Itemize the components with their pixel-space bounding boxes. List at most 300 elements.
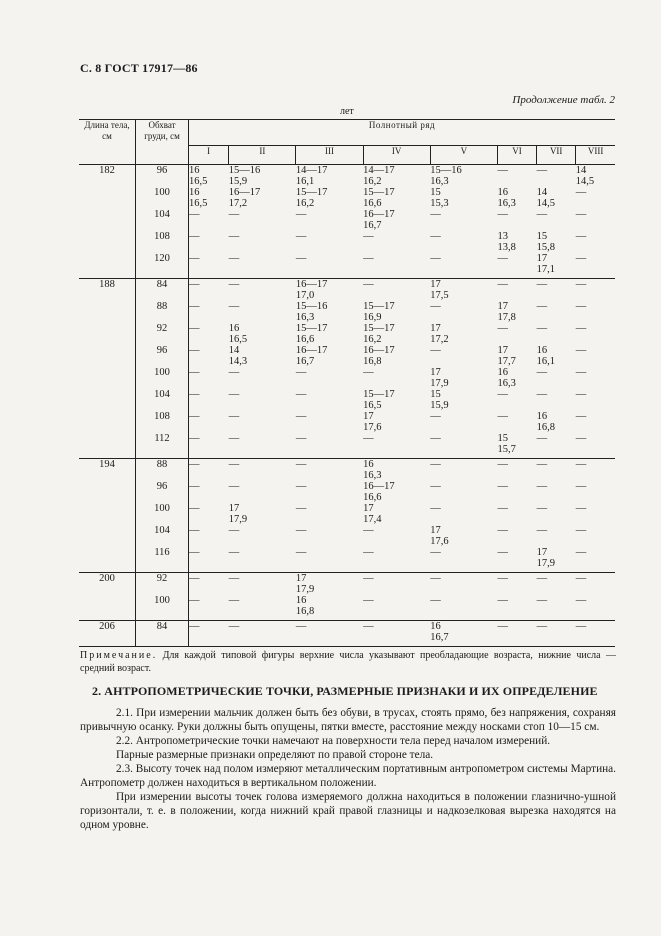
age-cell bbox=[576, 301, 615, 323]
average-age: 17,1 bbox=[536, 264, 555, 275]
average-age: 14,3 bbox=[228, 356, 248, 367]
age-range: 17 bbox=[536, 253, 548, 264]
note-label: Примечание. bbox=[80, 650, 158, 661]
age-cell bbox=[363, 389, 430, 411]
age-cell bbox=[189, 411, 229, 433]
chest-girth-cell: 92 bbox=[136, 323, 189, 345]
age-cell bbox=[296, 503, 363, 525]
chest-girth-cell: 100 bbox=[136, 367, 189, 389]
age-range: — bbox=[295, 389, 307, 400]
age-range: — bbox=[575, 595, 587, 606]
age-cell bbox=[497, 621, 536, 647]
age-cell bbox=[537, 573, 576, 596]
average-age: 17,6 bbox=[363, 422, 382, 433]
age-cell bbox=[363, 301, 430, 323]
age-cell bbox=[363, 621, 430, 647]
average-age: 15,8 bbox=[536, 242, 555, 253]
age-cell bbox=[497, 209, 536, 231]
age-cell bbox=[296, 367, 363, 389]
age-range: — bbox=[295, 503, 307, 514]
age-cell bbox=[229, 345, 296, 367]
age-range: — bbox=[575, 481, 587, 492]
age-range: — bbox=[497, 411, 508, 422]
age-cell bbox=[430, 525, 497, 547]
age-range: 16 bbox=[536, 411, 548, 422]
col-header-roman: VII bbox=[537, 145, 576, 164]
age-range: 15 bbox=[497, 433, 508, 444]
average-age: 16,6 bbox=[295, 334, 315, 345]
age-cell bbox=[497, 367, 536, 389]
age-range: 15—17 bbox=[295, 187, 328, 198]
average-age: 15,9 bbox=[228, 176, 248, 187]
table-row bbox=[79, 547, 615, 573]
age-range: — bbox=[295, 253, 307, 264]
age-cell bbox=[296, 165, 363, 188]
age-range: — bbox=[430, 301, 441, 312]
age-range: 16 bbox=[497, 367, 508, 378]
age-range: — bbox=[189, 573, 200, 584]
section-title: 2. АНТРОПОМЕТРИЧЕСКИЕ ТОЧКИ, РАЗМЕРНЫЕ ПРИЗНАКИ И ИХ ОПРЕДЕЛЕНИЕ bbox=[92, 684, 598, 698]
average-age: 15,3 bbox=[430, 198, 449, 209]
average-age: 17,2 bbox=[430, 334, 449, 345]
average-age: 16,6 bbox=[363, 492, 382, 503]
average-age: 16,2 bbox=[363, 176, 382, 187]
age-cell bbox=[497, 345, 536, 367]
age-cell bbox=[576, 621, 615, 647]
age-cell bbox=[576, 459, 615, 482]
age-cell bbox=[537, 459, 576, 482]
average-age: 17,4 bbox=[363, 514, 382, 525]
age-cell bbox=[497, 253, 536, 279]
age-cell bbox=[296, 187, 363, 209]
paragraph: 2.1. При измерении мальчик должен быть без обуви, в трусах, стоять прямо, без напряжения, сохраняя привычную осанку. Руки должны быть опущены, пятки вместе, расстояние между носками стоп 10—15 см. bbox=[80, 707, 616, 733]
age-range: — bbox=[536, 323, 548, 334]
age-cell bbox=[576, 481, 615, 503]
average-age: 16,7 bbox=[295, 356, 315, 367]
age-range: 14 bbox=[575, 165, 587, 176]
age-range: — bbox=[536, 503, 548, 514]
age-range: — bbox=[575, 525, 587, 536]
average-age: 17,9 bbox=[536, 558, 555, 569]
age-cell bbox=[363, 345, 430, 367]
age-cell bbox=[296, 573, 363, 596]
age-cell bbox=[537, 503, 576, 525]
note-text: Для каждой типовой фигуры верхние числа указывают преобладающие возраста, нижние числа — средний возраст. bbox=[80, 650, 616, 674]
paragraph: 2.2. Антропометрические точки намечают на поверхности тела перед началом измерений. bbox=[116, 735, 551, 747]
age-cell bbox=[430, 433, 497, 459]
age-cell bbox=[363, 595, 430, 621]
age-cell bbox=[576, 367, 615, 389]
average-age: 13,8 bbox=[497, 242, 516, 253]
body-length-cell: 200 bbox=[79, 573, 136, 621]
age-cell bbox=[537, 345, 576, 367]
age-cell bbox=[229, 389, 296, 411]
age-cell bbox=[537, 621, 576, 647]
col-header-group: Полнотный ряд bbox=[189, 120, 616, 146]
age-range: — bbox=[189, 481, 200, 492]
age-cell bbox=[189, 573, 229, 596]
age-cell bbox=[363, 187, 430, 209]
age-range: — bbox=[536, 525, 548, 536]
age-range: — bbox=[295, 547, 307, 558]
age-cell bbox=[497, 411, 536, 433]
age-range: 17 bbox=[295, 573, 307, 584]
average-age: 16,7 bbox=[430, 632, 449, 643]
age-range: 15—16 bbox=[295, 301, 328, 312]
age-cell bbox=[363, 525, 430, 547]
age-cell bbox=[430, 459, 497, 482]
age-range: 17 bbox=[430, 525, 441, 536]
age-range: 16—17 bbox=[295, 345, 328, 356]
age-range: 16—17 bbox=[295, 279, 328, 290]
age-cell bbox=[430, 621, 497, 647]
age-cell bbox=[430, 345, 497, 367]
age-cell bbox=[363, 279, 430, 302]
age-range: — bbox=[536, 279, 548, 290]
age-range: — bbox=[430, 209, 441, 220]
age-cell bbox=[497, 595, 536, 621]
age-range: — bbox=[575, 187, 587, 198]
average-age: 16,8 bbox=[363, 356, 382, 367]
age-range: — bbox=[536, 595, 548, 606]
chest-girth-cell: 104 bbox=[136, 525, 189, 547]
chest-girth-cell: 100 bbox=[136, 503, 189, 525]
age-range: — bbox=[189, 367, 200, 378]
body-length-cell: 188 bbox=[79, 279, 136, 459]
age-cell bbox=[229, 547, 296, 573]
age-range: — bbox=[497, 481, 508, 492]
average-age: 16,3 bbox=[497, 198, 516, 209]
age-range: — bbox=[228, 367, 240, 378]
age-cell bbox=[430, 209, 497, 231]
age-cell bbox=[296, 345, 363, 367]
age-range: — bbox=[189, 279, 200, 290]
average-age: 17,9 bbox=[295, 584, 315, 595]
age-range: — bbox=[228, 573, 240, 584]
age-cell bbox=[363, 459, 430, 482]
average-age: 16,9 bbox=[363, 312, 382, 323]
age-cell bbox=[576, 231, 615, 253]
chest-girth-cell: 104 bbox=[136, 209, 189, 231]
age-cell bbox=[497, 459, 536, 482]
chest-girth-cell: 108 bbox=[136, 231, 189, 253]
age-range: — bbox=[189, 547, 200, 558]
age-cell bbox=[189, 433, 229, 459]
age-cell bbox=[296, 547, 363, 573]
age-range: 16 bbox=[228, 323, 240, 334]
age-cell bbox=[576, 345, 615, 367]
age-range: 14—17 bbox=[363, 165, 395, 176]
age-range: — bbox=[228, 459, 240, 470]
average-age: 16,8 bbox=[536, 422, 555, 433]
col-header-girth: Обхват груди, см bbox=[136, 120, 189, 165]
age-range: — bbox=[575, 547, 587, 558]
age-cell bbox=[576, 433, 615, 459]
age-cell bbox=[296, 525, 363, 547]
age-range: 15 bbox=[536, 231, 548, 242]
age-range: 13 bbox=[497, 231, 508, 242]
age-range: 15 bbox=[430, 187, 441, 198]
age-range: — bbox=[536, 389, 548, 400]
age-range: — bbox=[497, 525, 508, 536]
age-range: — bbox=[228, 209, 240, 220]
age-range: — bbox=[363, 231, 374, 242]
age-range: — bbox=[536, 301, 548, 312]
age-cell bbox=[576, 279, 615, 302]
age-cell bbox=[430, 481, 497, 503]
age-cell bbox=[296, 389, 363, 411]
age-range: — bbox=[363, 253, 374, 264]
average-age: 17,6 bbox=[430, 536, 449, 547]
age-cell bbox=[576, 547, 615, 573]
age-range: — bbox=[228, 525, 240, 536]
age-range: 15—17 bbox=[363, 323, 395, 334]
average-age: 17,8 bbox=[497, 312, 516, 323]
age-range: — bbox=[497, 621, 508, 632]
age-cell bbox=[296, 301, 363, 323]
age-range: — bbox=[295, 209, 307, 220]
age-range: — bbox=[363, 621, 374, 632]
age-range: 17 bbox=[497, 301, 508, 312]
table-row bbox=[79, 253, 615, 279]
age-cell bbox=[229, 433, 296, 459]
age-range: — bbox=[575, 301, 587, 312]
age-range: — bbox=[228, 481, 240, 492]
age-cell bbox=[229, 165, 296, 188]
chest-girth-cell: 100 bbox=[136, 187, 189, 209]
age-cell bbox=[430, 231, 497, 253]
age-range: — bbox=[536, 165, 548, 176]
chest-girth-cell: 100 bbox=[136, 595, 189, 621]
age-cell bbox=[576, 411, 615, 433]
age-range: — bbox=[575, 367, 587, 378]
age-range: — bbox=[189, 389, 200, 400]
age-cell bbox=[537, 209, 576, 231]
age-cell bbox=[497, 323, 536, 345]
page-header: С. 8 ГОСТ 17917—86 bbox=[80, 61, 198, 75]
age-range: — bbox=[575, 389, 587, 400]
age-cell bbox=[229, 301, 296, 323]
age-cell bbox=[189, 345, 229, 367]
age-range: — bbox=[575, 573, 587, 584]
age-cell bbox=[497, 301, 536, 323]
age-cell bbox=[537, 301, 576, 323]
table-row bbox=[79, 165, 615, 188]
age-cell bbox=[537, 323, 576, 345]
age-cell bbox=[296, 209, 363, 231]
age-cell bbox=[430, 279, 497, 302]
chest-girth-cell: 112 bbox=[136, 433, 189, 459]
age-range: — bbox=[189, 209, 200, 220]
age-cell bbox=[189, 367, 229, 389]
age-cell bbox=[576, 187, 615, 209]
age-range: 15—16 bbox=[430, 165, 462, 176]
age-cell bbox=[430, 503, 497, 525]
age-cell bbox=[430, 411, 497, 433]
age-range: — bbox=[189, 231, 200, 242]
average-age: 16,5 bbox=[363, 400, 382, 411]
age-range: 16 bbox=[536, 345, 548, 356]
age-cell bbox=[229, 279, 296, 302]
col-header-roman: III bbox=[296, 145, 363, 164]
average-age: 16,3 bbox=[497, 378, 516, 389]
age-range: — bbox=[189, 595, 200, 606]
age-cell bbox=[296, 279, 363, 302]
paragraph: 2.3. Высоту точек над полом измеряют металлическим портативным антропометром системы Мартина. Антропометр должен находиться в вертикальном положении. bbox=[80, 763, 616, 789]
age-range: 16—17 bbox=[363, 345, 395, 356]
age-cell bbox=[430, 389, 497, 411]
age-cell bbox=[296, 411, 363, 433]
age-range: — bbox=[430, 433, 441, 444]
col-header-roman: VI bbox=[497, 145, 536, 164]
table-row bbox=[79, 345, 615, 367]
chest-girth-cell: 96 bbox=[136, 345, 189, 367]
chest-girth-cell: 92 bbox=[136, 573, 189, 596]
body-length-cell: 194 bbox=[79, 459, 136, 573]
age-range: — bbox=[430, 345, 441, 356]
age-range: — bbox=[497, 279, 508, 290]
age-range: — bbox=[497, 595, 508, 606]
age-range: — bbox=[430, 459, 441, 470]
age-range: — bbox=[363, 525, 374, 536]
age-range: 17 bbox=[363, 503, 374, 514]
age-cell bbox=[296, 433, 363, 459]
average-age: 17,9 bbox=[430, 378, 449, 389]
average-age: 16,2 bbox=[295, 198, 315, 209]
age-cell bbox=[537, 279, 576, 302]
table-row bbox=[79, 411, 615, 433]
average-age: 17,9 bbox=[228, 514, 248, 525]
average-age: 17,2 bbox=[228, 198, 248, 209]
age-cell bbox=[296, 459, 363, 482]
age-range: — bbox=[295, 621, 307, 632]
average-age: 15,7 bbox=[497, 444, 516, 455]
table-row bbox=[79, 459, 615, 482]
age-cell bbox=[576, 165, 615, 188]
age-cell bbox=[296, 231, 363, 253]
age-cell bbox=[363, 433, 430, 459]
age-cell bbox=[229, 187, 296, 209]
age-range: — bbox=[575, 621, 587, 632]
age-cell bbox=[363, 547, 430, 573]
age-cell bbox=[189, 621, 229, 647]
age-cell bbox=[497, 165, 536, 188]
age-range: — bbox=[363, 433, 374, 444]
age-cell bbox=[189, 525, 229, 547]
chest-girth-cell: 88 bbox=[136, 301, 189, 323]
age-range: 17 bbox=[497, 345, 508, 356]
age-range: — bbox=[189, 525, 200, 536]
table-row bbox=[79, 503, 615, 525]
table-row bbox=[79, 323, 615, 345]
age-range: 15—17 bbox=[363, 187, 395, 198]
age-range: — bbox=[228, 279, 240, 290]
age-range: — bbox=[497, 547, 508, 558]
chest-girth-cell: 84 bbox=[136, 621, 189, 647]
table-row bbox=[79, 573, 615, 596]
age-range: — bbox=[189, 433, 200, 444]
age-range: 16 bbox=[295, 595, 307, 606]
chest-girth-cell: 88 bbox=[136, 459, 189, 482]
age-range: — bbox=[295, 459, 307, 470]
age-range: — bbox=[430, 481, 441, 492]
age-range: — bbox=[575, 345, 587, 356]
paragraph: При измерении высоты точек голова измеряемого должна находиться в положении глазнично-ушной горизонтали, т. е. в положении, когда нижний край правой глазницы и надкозелковая вырезка находятся на одном уровне. bbox=[80, 791, 616, 831]
age-cell bbox=[189, 209, 229, 231]
age-cell bbox=[229, 459, 296, 482]
age-range: 15—17 bbox=[363, 389, 395, 400]
age-cell bbox=[189, 389, 229, 411]
age-cell bbox=[363, 481, 430, 503]
age-cell bbox=[430, 165, 497, 188]
age-cell bbox=[363, 503, 430, 525]
age-range: — bbox=[295, 433, 307, 444]
age-cell bbox=[229, 503, 296, 525]
age-range: — bbox=[228, 301, 240, 312]
chest-girth-cell: 96 bbox=[136, 165, 189, 188]
age-range: 15—17 bbox=[295, 323, 328, 334]
age-cell bbox=[430, 367, 497, 389]
age-range: — bbox=[430, 231, 441, 242]
chest-girth-cell: 104 bbox=[136, 389, 189, 411]
average-age: 15,9 bbox=[430, 400, 449, 411]
age-cell bbox=[363, 411, 430, 433]
chest-girth-cell: 84 bbox=[136, 279, 189, 302]
age-range: — bbox=[497, 323, 508, 334]
age-cell bbox=[497, 279, 536, 302]
age-cell bbox=[430, 547, 497, 573]
age-cell bbox=[497, 481, 536, 503]
age-range: — bbox=[295, 481, 307, 492]
age-cell bbox=[229, 253, 296, 279]
age-cell bbox=[430, 187, 497, 209]
table-row bbox=[79, 367, 615, 389]
col-header-length: Длина тела, см bbox=[79, 120, 136, 165]
age-cell bbox=[229, 209, 296, 231]
col-header-roman: VIII bbox=[576, 145, 615, 164]
age-range: — bbox=[363, 279, 374, 290]
age-range: 17 bbox=[363, 411, 374, 422]
age-range: — bbox=[189, 345, 200, 356]
age-cell bbox=[576, 209, 615, 231]
age-range: — bbox=[295, 411, 307, 422]
average-age: 16,5 bbox=[189, 176, 208, 187]
age-cell bbox=[537, 525, 576, 547]
age-cell bbox=[229, 323, 296, 345]
age-cell bbox=[537, 411, 576, 433]
age-cell bbox=[189, 165, 229, 188]
age-cell bbox=[296, 621, 363, 647]
age-cell bbox=[537, 367, 576, 389]
age-cell bbox=[537, 165, 576, 188]
age-range: — bbox=[536, 209, 548, 220]
age-range: — bbox=[497, 459, 508, 470]
age-cell bbox=[189, 323, 229, 345]
age-range: 17 bbox=[430, 279, 441, 290]
age-range: 17 bbox=[536, 547, 548, 558]
age-range: — bbox=[430, 411, 441, 422]
average-age: 17,5 bbox=[430, 290, 449, 301]
age-range: — bbox=[228, 411, 240, 422]
age-cell bbox=[189, 595, 229, 621]
age-range: — bbox=[295, 525, 307, 536]
age-cell bbox=[363, 231, 430, 253]
age-range: — bbox=[363, 547, 374, 558]
age-range: — bbox=[575, 209, 587, 220]
average-age: 16,5 bbox=[189, 198, 208, 209]
age-cell bbox=[430, 595, 497, 621]
age-range: — bbox=[295, 367, 307, 378]
